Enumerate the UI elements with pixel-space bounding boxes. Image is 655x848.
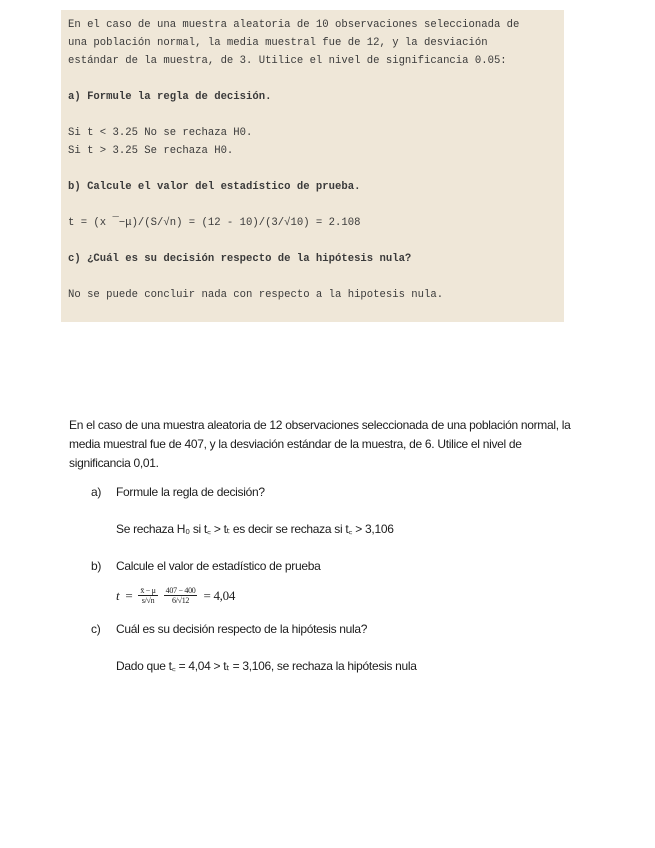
fraction-values-denominator: 6/√12	[172, 595, 190, 605]
problem1-formula: t = (x ¯−μ)/(S/√n) = (12 - 10)/(3/√10) = 2.108	[68, 217, 361, 229]
problem1-part-b-title: b) Calcule el valor del estadístico de prueba.	[68, 181, 361, 193]
problem1-statement-line-3: estándar de la muestra, de 3. Utilice el nivel de significancia 0.05:	[68, 55, 507, 67]
problem2-part-c	[69, 620, 579, 639]
problem1-statement-line-2: una población normal, la media muestral fue de 12, y la desviación	[68, 37, 488, 49]
problem1-statement-line-1: En el caso de una muestra aleatoria de 10 observaciones seleccionada de	[68, 19, 520, 31]
part-a-label: a)	[91, 485, 102, 499]
fraction-values-numerator: 407 − 400	[165, 585, 196, 595]
formula-t: t	[116, 587, 120, 603]
problem1-rule-1: Si t < 3.25 No se rechaza H0.	[68, 127, 253, 139]
test-statistic-formula	[116, 580, 579, 610]
problem1-rule-2: Si t > 3.25 Se rechaza H0.	[68, 145, 234, 157]
fraction-general-numerator: x̄ − μ	[140, 585, 156, 595]
part-b-label: b)	[91, 559, 102, 573]
part-b-question: Calcule el valor de estadístico de prueba	[116, 559, 321, 573]
problem1-image-box	[61, 10, 564, 322]
problem2-statement: En el caso de una muestra aleatoria de 12 observaciones seleccionada de una población normal, la media muestral fue de 407, y la desviación estándar de la muestra, de 6. Utilice el nivel de significancia 0,01.	[69, 418, 571, 470]
problem1-part-c-title: c) ¿Cuál es su decisión respecto de la hipótesis nula?	[68, 253, 412, 265]
formula-fraction-values	[164, 586, 198, 605]
problem2-part-b	[69, 557, 579, 576]
problem1-part-a-title: a) Formule la regla de decisión.	[68, 91, 272, 103]
problem2-section	[69, 416, 579, 676]
formula-result: = 4,04	[203, 587, 236, 603]
part-c-answer: Dado que t꜀ = 4,04 > tₜ = 3,106, se rechaza la hipótesis nula	[116, 659, 417, 673]
fraction-general-denominator: s/√n	[141, 595, 155, 605]
formula-equals: =	[125, 587, 133, 603]
formula-fraction-general	[138, 586, 157, 605]
part-c-question: Cuál es su decisión respecto de la hipótesis nula?	[116, 622, 368, 636]
problem2-part-a	[69, 483, 579, 502]
problem1-part-c-answer: No se puede concluir nada con respecto a la hipotesis nula.	[68, 289, 444, 301]
part-c-label: c)	[91, 622, 101, 636]
part-a-question: Formule la regla de decisión?	[116, 485, 265, 499]
part-a-answer: Se rechaza H₀ si t꜀ > tₜ es decir se rechaza si t꜀ > 3,106	[116, 522, 394, 536]
